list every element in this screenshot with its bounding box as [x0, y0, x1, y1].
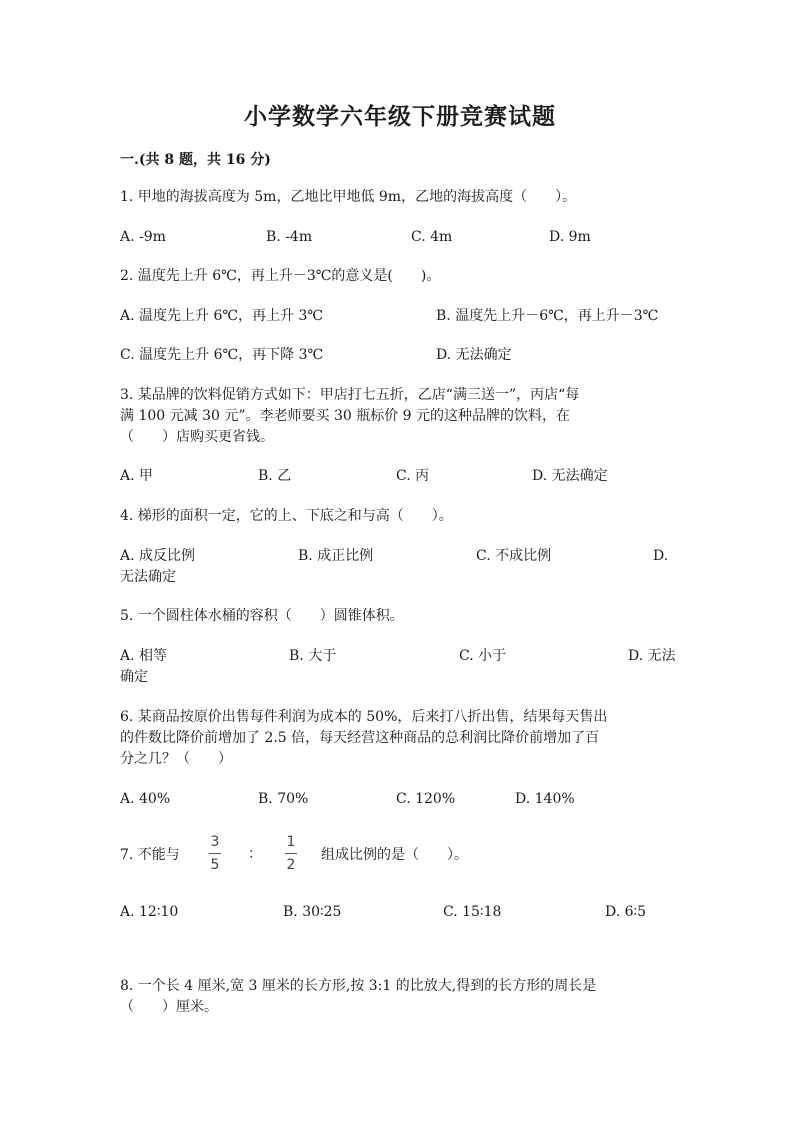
section-heading: 一.(共 8 题，共 16 分) — [120, 152, 271, 168]
question-3-line-2: 满 100 元减 30 元”。李老师要买 30 瓶标价 9 元的这种品牌的饮料，在 — [120, 408, 571, 424]
q2-option-b[interactable]: B. 温度先上升－6℃，再上升－3℃ — [436, 308, 659, 324]
q5-option-b[interactable]: B. 大于 — [289, 648, 337, 664]
q2-option-c[interactable]: C. 温度先上升 6℃，再下降 3℃ — [120, 347, 324, 363]
fraction-denominator: 5 — [210, 857, 220, 873]
question-8-line-1: 8. 一个长 4 厘米,宽 3 厘米的长方形,按 3:1 的比放大,得到的长方形的周长是 — [120, 978, 597, 994]
ratio-colon: ： — [248, 846, 262, 862]
question-3-line-1: 3. 某品牌的饮料促销方式如下：甲店打七五折，乙店“满三送一”，丙店“每 — [120, 387, 580, 403]
fraction-numerator: 1 — [286, 834, 296, 850]
q4-option-d[interactable]: D. — [653, 548, 669, 564]
q4-option-b[interactable]: B. 成正比例 — [298, 548, 374, 564]
fraction-three-fifths — [209, 834, 221, 873]
question-4: 4. 梯形的面积一定，它的上、下底之和与高（ ）。 — [120, 508, 453, 524]
q7-option-a[interactable]: A. 12∶10 — [120, 904, 179, 920]
q5-option-d[interactable]: D. 无法 — [628, 648, 676, 664]
fraction-bar — [209, 853, 221, 854]
q5-option-a[interactable]: A. 相等 — [120, 648, 168, 664]
question-5: 5. 一个圆柱体水桶的容积（ ）圆锥体积。 — [120, 608, 404, 624]
question-1: 1. 甲地的海拔高度为 5m，乙地比甲地低 9m，乙地的海拔高度（ ）。 — [120, 189, 577, 205]
question-8-line-2: （ ）厘米。 — [120, 999, 218, 1015]
q1-option-d[interactable]: D. 9m — [549, 229, 591, 245]
question-7-suffix: 组成比例的是（ ）。 — [321, 847, 468, 863]
fraction-numerator: 3 — [210, 834, 220, 850]
question-6-line-1: 6. 某商品按原价出售每件利润为成本的 50%，后来打八折出售，结果每天售出 — [120, 709, 608, 725]
q6-option-a[interactable]: A. 40% — [120, 791, 171, 807]
page-title: 小学数学六年级下册竞赛试题 — [244, 103, 556, 130]
q4-option-d-wrap[interactable]: 无法确定 — [120, 569, 176, 585]
q3-option-c[interactable]: C. 丙 — [396, 468, 430, 484]
question-3-line-3: （ ）店购买更省钱。 — [120, 429, 274, 445]
q2-option-d[interactable]: D. 无法确定 — [436, 347, 512, 363]
q7-option-b[interactable]: B. 30∶25 — [283, 904, 342, 920]
fraction-one-half — [285, 834, 297, 873]
q1-option-b[interactable]: B. -4m — [266, 229, 313, 245]
q6-option-c[interactable]: C. 120% — [396, 791, 456, 807]
q3-option-a[interactable]: A. 甲 — [120, 468, 154, 484]
q4-option-c[interactable]: C. 不成比例 — [476, 548, 552, 564]
q5-option-d-wrap[interactable]: 确定 — [120, 669, 148, 685]
q1-option-a[interactable]: A. -9m — [120, 229, 166, 245]
question-6-line-2: 的件数比降价前增加了 2.5 倍，每天经营这种商品的总利润比降价前增加了百 — [120, 730, 600, 746]
q5-option-c[interactable]: C. 小于 — [459, 648, 507, 664]
q3-option-b[interactable]: B. 乙 — [258, 468, 292, 484]
fraction-bar — [285, 853, 297, 854]
q7-option-c[interactable]: C. 15∶18 — [443, 904, 502, 920]
question-6-line-3: 分之几？（ ） — [120, 751, 232, 767]
question-7-prefix: 7. 不能与 — [120, 847, 180, 863]
q2-option-a[interactable]: A. 温度先上升 6℃，再上升 3℃ — [120, 308, 324, 324]
fraction-denominator: 2 — [286, 857, 296, 873]
question-2: 2. 温度先上升 6℃，再上升－3℃的意义是( )。 — [120, 268, 441, 284]
q6-option-d[interactable]: D. 140% — [515, 791, 575, 807]
q4-option-a[interactable]: A. 成反比例 — [120, 548, 196, 564]
q1-option-c[interactable]: C. 4m — [411, 229, 453, 245]
q6-option-b[interactable]: B. 70% — [258, 791, 309, 807]
q7-option-d[interactable]: D. 6∶5 — [605, 904, 647, 920]
q3-option-d[interactable]: D. 无法确定 — [532, 468, 608, 484]
